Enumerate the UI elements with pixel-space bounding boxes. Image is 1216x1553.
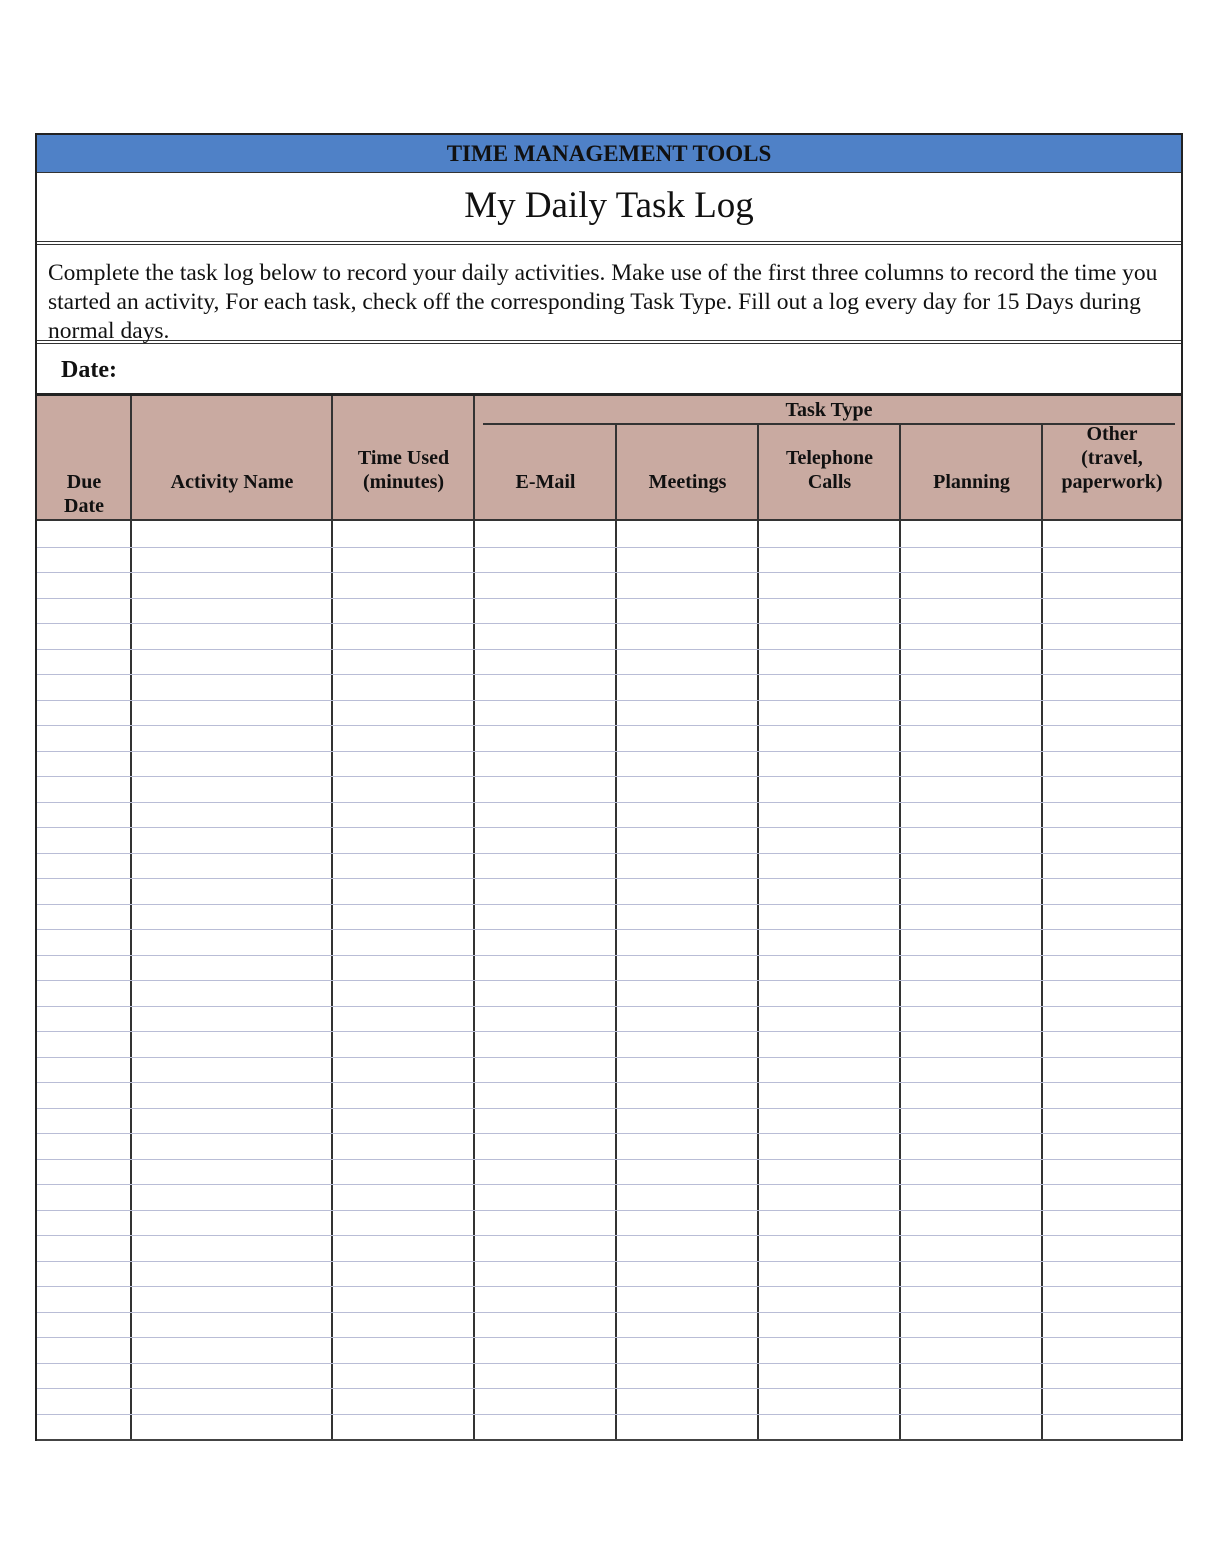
instructions-text: Complete the task log below to record your daily activities. Make use of the first three columns to record the time you started an activity, For each task, check off the corresponding Task Type. Fill out a log every day for 15 Days during normal days. xyxy=(37,245,1181,344)
table-row[interactable] xyxy=(37,649,1181,650)
page-title: My Daily Task Log xyxy=(37,173,1181,245)
table-row[interactable] xyxy=(37,547,1181,548)
table-row[interactable] xyxy=(37,776,1181,777)
table-row[interactable] xyxy=(37,1388,1181,1389)
table-row[interactable] xyxy=(37,598,1181,599)
column-header-due-date: Due Date xyxy=(64,471,104,517)
column-divider xyxy=(899,424,901,1441)
column-divider xyxy=(331,396,333,1441)
column-header-planning: Planning xyxy=(933,471,1010,493)
column-header-meetings: Meetings xyxy=(648,471,727,493)
column-header-other: Other (travel, paperwork) xyxy=(1061,423,1163,493)
table-row[interactable] xyxy=(37,1210,1181,1211)
table-row[interactable] xyxy=(37,1363,1181,1364)
table-row[interactable] xyxy=(37,955,1181,956)
column-header-time-used: Time Used (minutes) xyxy=(357,447,450,493)
column-header-activity-name: Activity Name xyxy=(170,471,294,493)
column-divider xyxy=(615,424,617,1441)
column-divider xyxy=(473,396,475,1441)
table-row[interactable] xyxy=(37,1414,1181,1415)
table-row[interactable] xyxy=(37,623,1181,624)
table-row[interactable] xyxy=(37,1082,1181,1083)
task-log-table xyxy=(37,396,1181,1441)
column-header-email: E-Mail xyxy=(515,471,576,493)
table-row[interactable] xyxy=(37,929,1181,930)
table-row[interactable] xyxy=(37,853,1181,854)
date-label: Date: xyxy=(61,357,117,383)
table-row[interactable] xyxy=(37,802,1181,803)
table-row[interactable] xyxy=(37,904,1181,905)
column-divider xyxy=(130,396,132,1441)
banner-title: TIME MANAGEMENT TOOLS xyxy=(37,135,1181,173)
date-field[interactable] xyxy=(37,344,1181,396)
table-row[interactable] xyxy=(37,980,1181,981)
table-row[interactable] xyxy=(37,1235,1181,1236)
table-row[interactable] xyxy=(37,725,1181,726)
table-row[interactable] xyxy=(37,674,1181,675)
task-type-group-header: Task Type xyxy=(785,399,873,421)
table-row[interactable] xyxy=(37,827,1181,828)
table-row[interactable] xyxy=(37,1108,1181,1109)
table-row[interactable] xyxy=(37,1286,1181,1287)
table-row[interactable] xyxy=(37,1159,1181,1160)
table-row[interactable] xyxy=(37,751,1181,752)
column-divider xyxy=(1041,424,1043,1441)
table-row[interactable] xyxy=(37,1312,1181,1313)
table-row[interactable] xyxy=(37,1184,1181,1185)
table-bottom-border xyxy=(37,1439,1181,1441)
table-row[interactable] xyxy=(37,1337,1181,1338)
table-row[interactable] xyxy=(37,1057,1181,1058)
table-row[interactable] xyxy=(37,700,1181,701)
column-header-telephone-calls: Telephone Calls xyxy=(785,447,874,493)
table-row[interactable] xyxy=(37,1261,1181,1262)
table-row[interactable] xyxy=(37,1133,1181,1134)
table-row[interactable] xyxy=(37,572,1181,573)
table-row[interactable] xyxy=(37,1006,1181,1007)
column-divider xyxy=(757,424,759,1441)
task-log-sheet xyxy=(35,133,1183,1441)
table-row[interactable] xyxy=(37,878,1181,879)
table-row[interactable] xyxy=(37,1031,1181,1032)
